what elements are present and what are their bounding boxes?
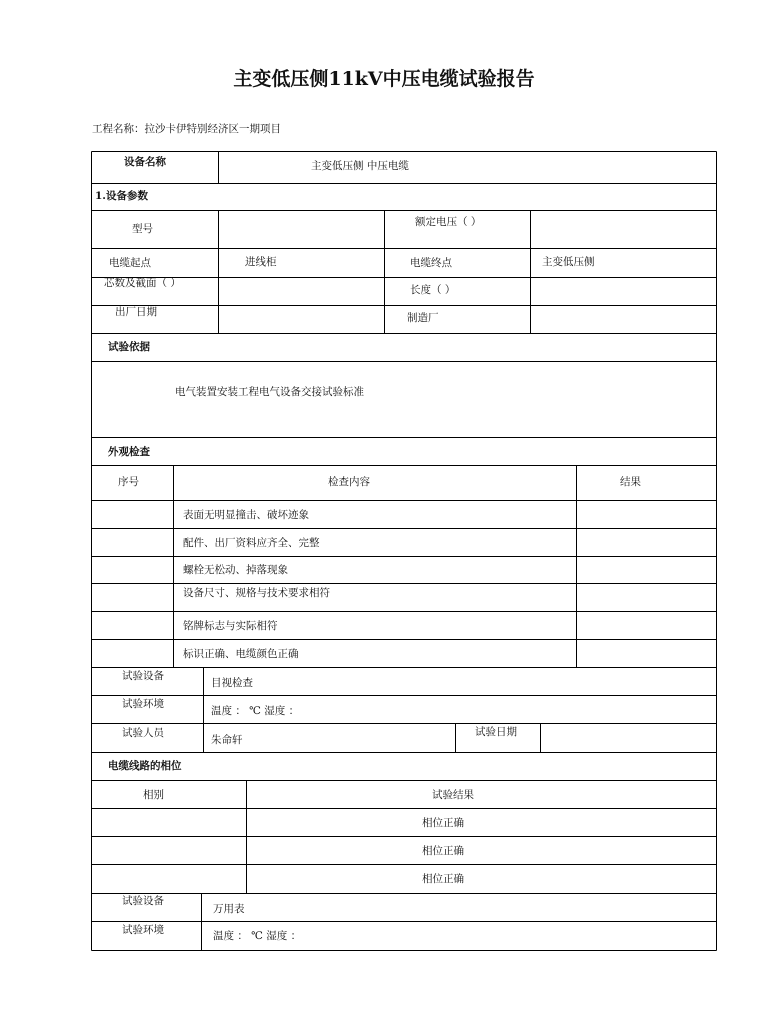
test-environment-value: 温度 ： ℃ 湿度 ： — [211, 705, 300, 717]
phase-environment-label: 试验环境 — [122, 924, 164, 936]
phase-result: 相位正确 — [422, 817, 464, 829]
factory-date-label: 出厂日期 — [115, 306, 157, 318]
cable-start-label: 电缆起点 — [109, 257, 151, 269]
cores-section-label: 芯数及截面（ ） — [104, 277, 181, 289]
col-phase-header: 相别 — [143, 789, 164, 801]
basis-text: 电气装置安装工程电气设备交接试验标准 — [175, 386, 364, 398]
col-result-header: 结果 — [620, 476, 641, 488]
visual-heading: 外观检查 — [108, 446, 150, 458]
phase-result: 相位正确 — [422, 873, 464, 885]
test-environment-label: 试验环境 — [122, 698, 164, 710]
test-equipment-label: 试验设备 — [122, 670, 164, 682]
device-name-value: 主变低压侧 中压电缆 — [311, 160, 409, 172]
manufacturer-label: 制造厂 — [407, 312, 439, 324]
model-label: 型号 — [132, 223, 153, 235]
inspection-item: 铭牌标志与实际相符 — [183, 620, 278, 632]
cable-end-label: 电缆终点 — [410, 257, 452, 269]
phase-environment-value: 温度 ： ℃ 湿度 ： — [213, 930, 302, 942]
inspection-item: 螺栓无松动、掉落现象 — [183, 564, 288, 576]
basis-heading: 试验依据 — [108, 341, 150, 353]
tester-label: 试验人员 — [122, 727, 164, 739]
phase-heading: 电缆线路的相位 — [108, 760, 182, 772]
col-phase-result-header: 试验结果 — [432, 789, 474, 801]
length-label: 长度（ ） — [410, 284, 456, 296]
phase-result: 相位正确 — [422, 845, 464, 857]
rated-voltage-label: 额定电压（ ） — [415, 216, 482, 228]
col-no-header: 序号 — [118, 476, 139, 488]
test-equipment-value: 目视检查 — [211, 677, 253, 689]
device-name-label: 设备名称 — [124, 156, 166, 168]
params-heading: 1.设备参数 — [95, 190, 148, 202]
tester-value: 朱命轩 — [211, 734, 243, 746]
cable-end-value: 主变低压侧 — [542, 256, 595, 268]
cable-start-value: 进线柜 — [245, 256, 277, 268]
phase-equipment-value: 万用表 — [213, 903, 245, 915]
project-name: 工程名称：拉沙卡伊特别经济区一期项目 — [92, 123, 281, 135]
inspection-item: 设备尺寸、规格与技术要求相符 — [183, 587, 330, 599]
test-date-label: 试验日期 — [475, 726, 517, 738]
inspection-item: 标识正确、电缆颜色正确 — [183, 648, 299, 660]
inspection-item: 表面无明显撞击、破坏迹象 — [183, 509, 309, 521]
report-title: 主变低压侧11kV中压电缆试验报告 — [233, 68, 535, 90]
phase-equipment-label: 试验设备 — [122, 895, 164, 907]
col-content-header: 检查内容 — [328, 476, 370, 488]
inspection-item: 配件、出厂资料应齐全、完整 — [183, 537, 320, 549]
